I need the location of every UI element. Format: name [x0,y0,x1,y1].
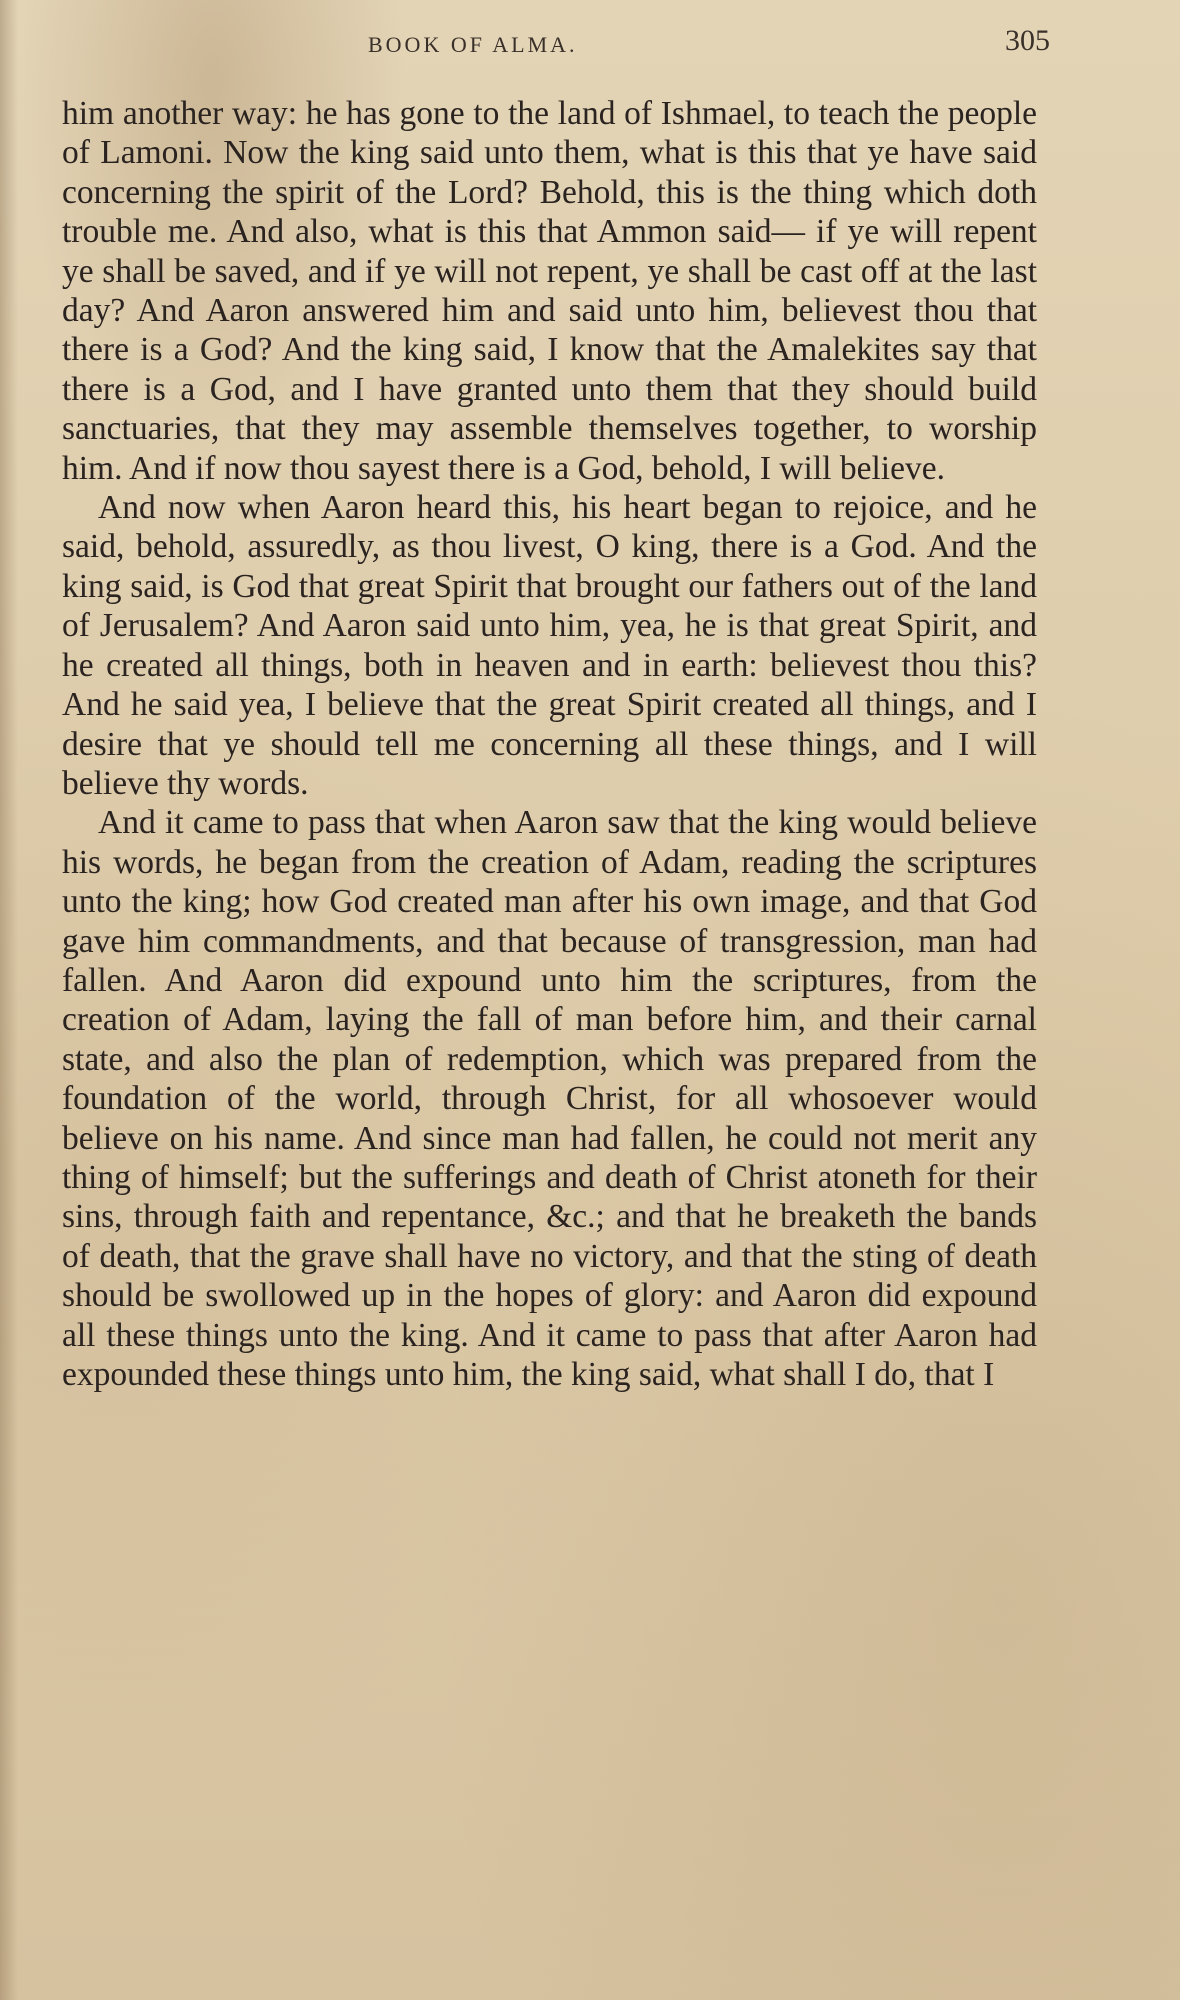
paragraph-1: him another way: he has gone to the land of Ishmael, to teach the people of Lamoni. Now the king said unto them, what is this that ye have said concerning the spirit of the Lord? Behold, this is the thing which doth trouble me. And also, what is this that Ammon said— if ye will repent ye shall be saved, and if ye will not repent, ye shall be cast off at the last day? And Aaron answered him and said unto him, believest thou that there is a God? And the king said, I know that the Amalekites say that there is a God, and I have granted unto them that they should build sanctuaries, that they may assemble themselves together, to worship him. And if now thou sayest there is a God, behold, I will believe. [62,95,1037,487]
paragraph-3: And it came to pass that when Aaron saw that the king would believe his words, he began from the creation of Adam, reading the scriptures unto the king; how God created man after his own image, and that God gave him commandments, and that because of transgression, man had fallen. And Aaron did expound unto him the scriptures, from the creation of Adam, laying the fall of man before him, and their carnal state, and also the plan of redemption, which was prepared from the foundation of the world, through Christ, for all whosoever would believe on his name. And since man had fallen, he could not merit any thing of himself; but the sufferings and death of Christ atoneth for their sins, through faith and repentance, &c.; and that he breaketh the bands of death, that the grave shall have no victory, and that the sting of death should be swollowed up in the hopes of glory: and Aaron did expound all these things unto the king. And it came to pass that after Aaron had expounded these things unto him, the king said, what shall I do, that I [62,804,1037,1393]
page-number: 305 [1005,24,1050,57]
body-text [62,94,1037,1394]
running-head [0,24,1180,64]
running-title: BOOK OF ALMA. [368,32,578,57]
paragraph-2: And now when Aaron heard this, his heart began to rejoice, and he said, behold, assuredly, as thou livest, O king, there is a God. And the king said, is God that great Spirit that brought our fathers out of the land of Jerusalem? And Aaron said unto him, yea, he is that great Spirit, and he created all things, both in heaven and in earth: believest thou this? And he said yea, I believe that the great Spirit created all things, and I desire that ye should tell me concerning all these things, and I will believe thy words. [62,489,1037,802]
